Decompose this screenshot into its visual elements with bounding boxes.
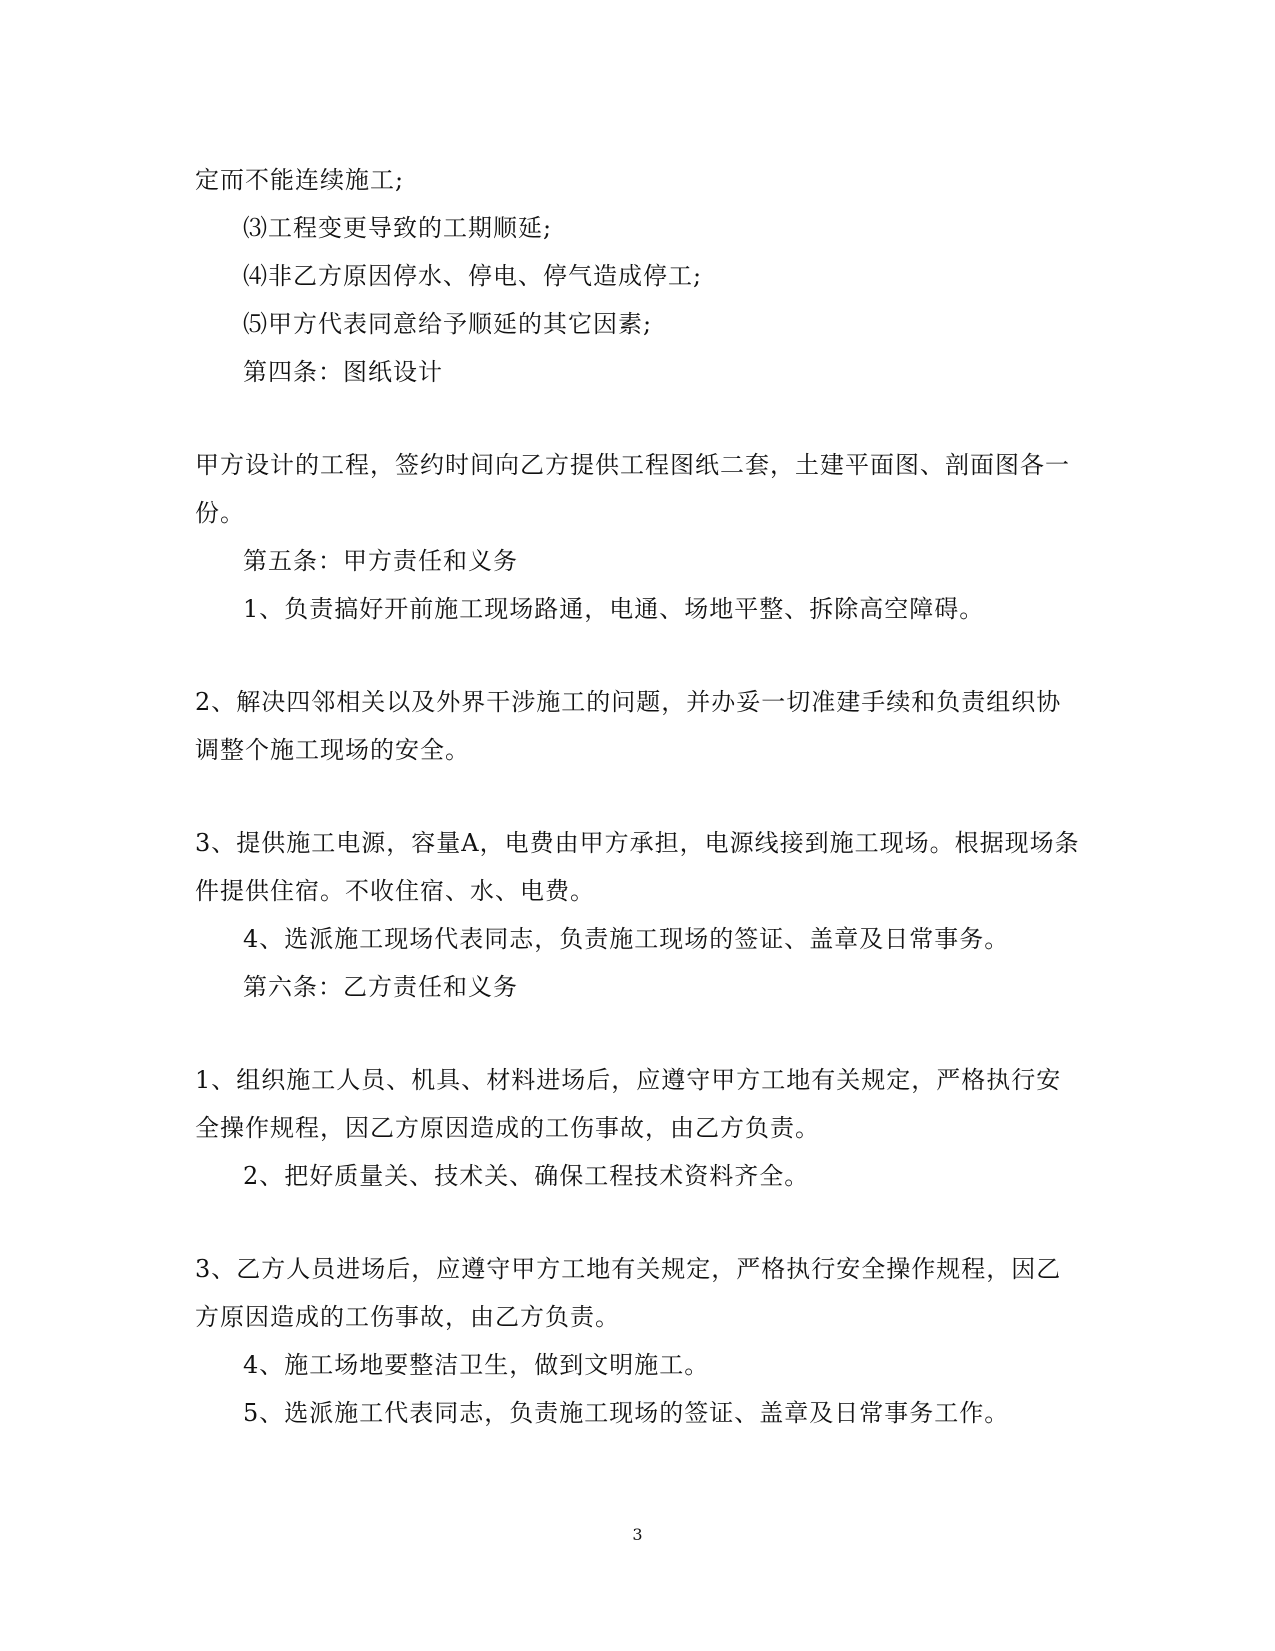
text-line: 4、选派施工现场代表同志，负责施工现场的签证、盖章及日常事务。 (243, 925, 1010, 953)
text-line: 定而不能连续施工; (195, 166, 405, 194)
text-line: 方原因造成的工伤事故，由乙方负责。 (195, 1303, 620, 1331)
section-heading: 第四条：图纸设计 (243, 358, 443, 386)
text-line: 5、选派施工代表同志，负责施工现场的签证、盖章及日常事务工作。 (243, 1399, 1010, 1427)
section-heading: 第六条：乙方责任和义务 (243, 973, 518, 1001)
text-line: ⑸甲方代表同意给予顺延的其它因素; (243, 310, 653, 338)
text-line: 4、施工场地要整洁卫生，做到文明施工。 (243, 1351, 710, 1379)
text-line: 件提供住宿。不收住宿、水、电费。 (195, 877, 595, 905)
text-line: 甲方设计的工程，签约时间向乙方提供工程图纸二套，土建平面图、剖面图各一 (195, 451, 1070, 479)
text-line: 份。 (195, 499, 245, 527)
text-line: 调整个施工现场的安全。 (195, 736, 470, 764)
text-line: 1、负责搞好开前施工现场路通，电通、场地平整、拆除高空障碍。 (243, 595, 985, 623)
text-line: 3、乙方人员进场后，应遵守甲方工地有关规定，严格执行安全操作规程，因乙 (195, 1255, 1062, 1283)
text-line: 2、解决四邻相关以及外界干涉施工的问题，并办妥一切准建手续和负责组织协 (195, 688, 1062, 716)
text-line: 全操作规程，因乙方原因造成的工伤事故，由乙方负责。 (195, 1114, 820, 1142)
page-number: 3 (632, 1525, 643, 1544)
text-line: 3、提供施工电源，容量A，电费由甲方承担，电源线接到施工现场。根据现场条 (195, 829, 1080, 857)
text-line: 2、把好质量关、技术关、确保工程技术资料齐全。 (243, 1162, 810, 1190)
text-line: 1、组织施工人员、机具、材料进场后，应遵守甲方工地有关规定，严格执行安 (195, 1066, 1062, 1094)
section-heading: 第五条：甲方责任和义务 (243, 547, 518, 575)
text-line: ⑶工程变更导致的工期顺延; (243, 214, 553, 242)
text-line: ⑷非乙方原因停水、停电、停气造成停工; (243, 262, 703, 290)
